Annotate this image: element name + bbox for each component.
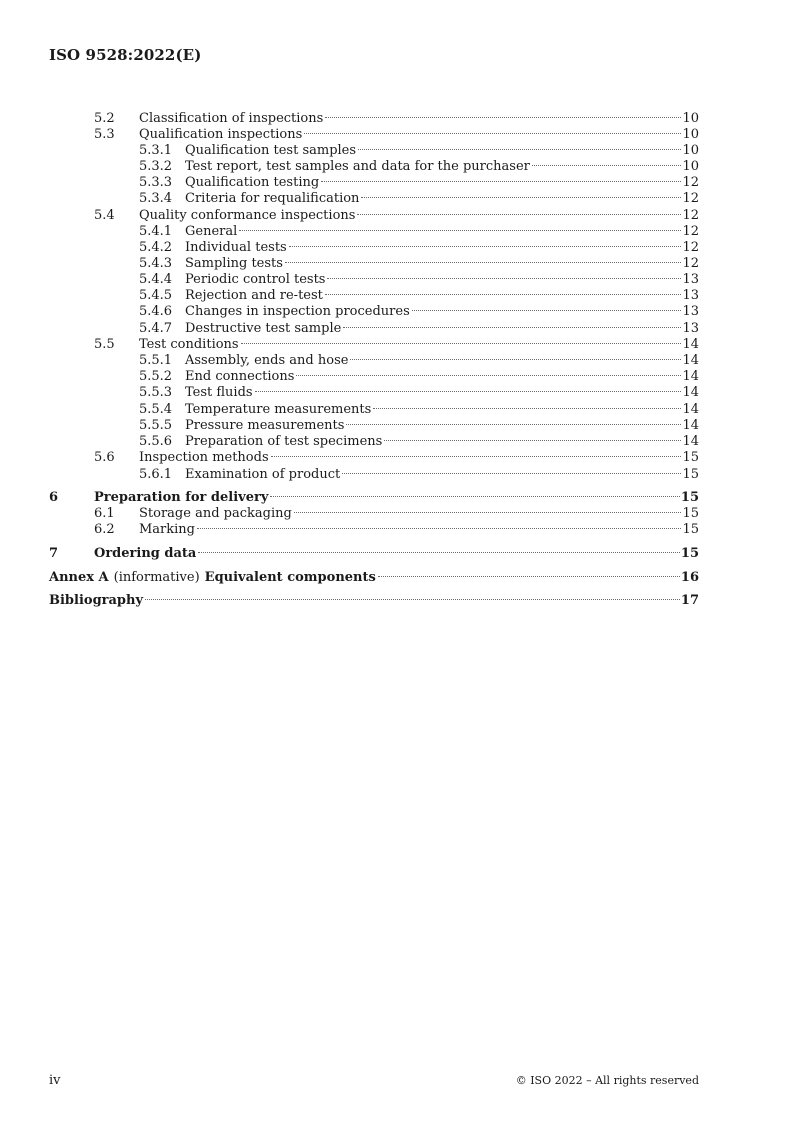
toc-leader-dots — [241, 343, 682, 344]
toc-entry-page: 10 — [682, 111, 699, 126]
toc-leader-dots — [343, 327, 681, 328]
toc-entry[interactable] — [49, 434, 699, 450]
toc-leader-dots — [289, 246, 682, 247]
toc-entry-title: End connections — [185, 369, 295, 384]
toc-leader-dots — [304, 133, 681, 134]
toc-leader-dots — [384, 440, 681, 441]
toc-entry-page: 10 — [682, 127, 699, 142]
toc-entry[interactable] — [49, 402, 699, 418]
toc-annex-label: Annex A — [49, 570, 109, 585]
toc-entry-page: 12 — [682, 175, 699, 190]
toc-entry[interactable] — [49, 321, 699, 337]
toc-entry-number: 5.5.2 — [139, 369, 173, 384]
toc-entry-title: Test conditions — [139, 337, 239, 352]
toc-entry[interactable] — [49, 337, 699, 353]
toc-entry-number: 5.4.2 — [139, 240, 173, 255]
toc-entry-title: Temperature measurements — [185, 402, 372, 417]
toc-entry[interactable] — [49, 450, 699, 466]
toc-entry-number: 5.5.1 — [139, 353, 173, 368]
toc-entry-page: 10 — [682, 159, 699, 174]
toc-entry-page: 14 — [682, 353, 699, 368]
toc-entry[interactable] — [49, 111, 699, 127]
toc-entry-title: Periodic control tests — [185, 272, 326, 287]
toc-leader-dots — [197, 528, 681, 529]
toc-entry-number: 5.5.6 — [139, 434, 173, 449]
toc-entry-number: 5.4.1 — [139, 224, 173, 239]
toc-entry-number: 5.5.5 — [139, 418, 173, 433]
toc-entry-title: Examination of product — [185, 467, 341, 482]
toc-entry-page: 15 — [682, 467, 699, 482]
toc-entry-title: Bibliography — [49, 593, 144, 608]
toc-entry-number: 5.6 — [94, 450, 115, 465]
toc-entry-page: 15 — [680, 490, 699, 505]
toc-entry-page: 15 — [682, 450, 699, 465]
toc-entry-number: 5.4.4 — [139, 272, 173, 287]
toc-entry-bibliography[interactable] — [49, 593, 699, 609]
toc-entry[interactable] — [49, 127, 699, 143]
toc-entry-title: Ordering data — [94, 546, 197, 561]
toc-entry-title: Inspection methods — [139, 450, 269, 465]
toc-entry[interactable] — [49, 506, 699, 522]
toc-leader-dots — [296, 375, 681, 376]
toc-entry-title: Qualification testing — [185, 175, 320, 190]
toc-entry-number: 5.3.1 — [139, 143, 173, 158]
toc-entry[interactable] — [49, 288, 699, 304]
toc-entry[interactable] — [49, 143, 699, 159]
toc-entry-title: Storage and packaging — [139, 506, 292, 521]
toc-entry-clause[interactable] — [49, 490, 699, 506]
toc-entry-number: 5.6.1 — [139, 467, 173, 482]
toc-entry[interactable] — [49, 191, 699, 207]
toc-entry-number: 5.3 — [94, 127, 115, 142]
toc-leader-dots — [325, 117, 681, 118]
toc-entry-title: Individual tests — [185, 240, 287, 255]
toc-entry-title: Quality conformance inspections — [139, 208, 356, 223]
toc-entry-page: 12 — [682, 256, 699, 271]
toc-entry-page: 15 — [680, 546, 699, 561]
toc-entry-page: 14 — [682, 434, 699, 449]
toc-leader-dots — [270, 496, 680, 497]
toc-entry[interactable] — [49, 240, 699, 256]
toc-entry-number: 6.2 — [94, 522, 115, 537]
toc-leader-dots — [327, 278, 681, 279]
toc-entry-title: Marking — [139, 522, 196, 537]
toc-leader-dots — [325, 294, 682, 295]
toc-leader-dots — [294, 512, 682, 513]
toc-leader-dots — [321, 181, 681, 182]
toc-entry[interactable] — [49, 385, 699, 401]
toc-leader-dots — [532, 165, 682, 166]
footer-page-number: iv — [49, 1073, 61, 1088]
toc-entry[interactable] — [49, 175, 699, 191]
toc-leader-dots — [412, 310, 682, 311]
toc-entry[interactable] — [49, 522, 699, 538]
toc-entry-number: 5.4.7 — [139, 321, 173, 336]
toc-entry-number: 6.1 — [94, 506, 115, 521]
toc-entry-number: 6 — [49, 490, 59, 505]
toc-entry-title: Sampling tests — [185, 256, 283, 271]
toc-leader-dots — [285, 262, 682, 263]
toc-entry-title: Assembly, ends and hose — [185, 353, 349, 368]
toc-entry-page: 14 — [682, 402, 699, 417]
toc-entry-number: 5.4.6 — [139, 304, 173, 319]
toc-entry-number: 5.4 — [94, 208, 115, 223]
toc-leader-dots — [373, 408, 681, 409]
toc-entry-page: 12 — [682, 240, 699, 255]
toc-entry[interactable] — [49, 256, 699, 272]
toc-entry-number: 5.5 — [94, 337, 115, 352]
toc-leader-dots — [198, 552, 680, 553]
toc-entry-number: 7 — [49, 546, 59, 561]
toc-leader-dots — [358, 149, 681, 150]
toc-leader-dots — [145, 599, 680, 600]
toc-entry-number: 5.5.3 — [139, 385, 173, 400]
toc-entry[interactable] — [49, 467, 699, 483]
toc-leader-dots — [378, 576, 680, 577]
toc-entry-title: General — [185, 224, 238, 239]
toc-leader-dots — [342, 473, 681, 474]
toc-entry-title: Changes in inspection procedures — [185, 304, 410, 319]
toc-entry[interactable] — [49, 224, 699, 240]
toc-leader-dots — [239, 230, 681, 231]
toc-entry-page: 10 — [682, 143, 699, 158]
toc-entry-page: 12 — [682, 208, 699, 223]
toc-entry-page: 14 — [682, 385, 699, 400]
toc-entry-number: 5.4.5 — [139, 288, 173, 303]
toc-leader-dots — [361, 197, 681, 198]
toc-annex-note: (informative) — [113, 570, 200, 585]
toc-entry-title: Classification of inspections — [139, 111, 324, 126]
toc-leader-dots — [346, 424, 681, 425]
toc-entry-title: Rejection and re-test — [185, 288, 323, 303]
toc-leader-dots — [271, 456, 682, 457]
toc-entry[interactable] — [49, 304, 699, 320]
toc-entry-title: Criteria for requalification — [185, 191, 360, 206]
toc-entry-number: 5.3.4 — [139, 191, 173, 206]
toc-entry-page: 12 — [682, 191, 699, 206]
toc-entry-number: 5.5.4 — [139, 402, 173, 417]
toc-entry-number: 5.2 — [94, 111, 115, 126]
toc-entry[interactable] — [49, 369, 699, 385]
toc-entry-title: Equivalent components — [204, 570, 376, 585]
toc-entry-number: 5.3.2 — [139, 159, 173, 174]
toc-entry-page: 13 — [682, 272, 699, 287]
toc-entry-page: 17 — [680, 593, 699, 608]
toc-entry[interactable] — [49, 418, 699, 434]
toc-entry-page: 13 — [682, 304, 699, 319]
toc-entry-title: Qualification inspections — [139, 127, 303, 142]
toc-entry-title: Test fluids — [185, 385, 253, 400]
toc-entry[interactable] — [49, 353, 699, 369]
toc-entry-page: 15 — [682, 506, 699, 521]
toc-entry-annex[interactable] — [49, 570, 699, 586]
toc-entry-page: 13 — [682, 288, 699, 303]
toc-entry-number: 5.4.3 — [139, 256, 173, 271]
toc-entry-title: Preparation of test specimens — [185, 434, 383, 449]
toc-entry-clause[interactable] — [49, 546, 699, 562]
toc-entry[interactable] — [49, 159, 699, 175]
toc-entry-title: Preparation for delivery — [94, 490, 269, 505]
toc-entry-number: 5.3.3 — [139, 175, 173, 190]
toc-leader-dots — [350, 359, 681, 360]
toc-entry-title: Pressure measurements — [185, 418, 345, 433]
document-id: ISO 9528:2022(E) — [49, 46, 202, 64]
toc-entry-page: 14 — [682, 337, 699, 352]
toc-entry[interactable] — [49, 208, 699, 224]
toc-leader-dots — [255, 391, 682, 392]
toc-entry-page: 14 — [682, 369, 699, 384]
toc-entry[interactable] — [49, 272, 699, 288]
toc-entry-page: 14 — [682, 418, 699, 433]
toc-leader-dots — [357, 214, 681, 215]
toc-entry-page: 12 — [682, 224, 699, 239]
toc-entry-title: Destructive test sample — [185, 321, 342, 336]
toc-entry-title: Qualification test samples — [185, 143, 357, 158]
toc-entry-page: 16 — [680, 570, 699, 585]
toc-entry-page: 13 — [682, 321, 699, 336]
footer-copyright: © ISO 2022 – All rights reserved — [515, 1074, 699, 1087]
toc-entry-page: 15 — [682, 522, 699, 537]
toc-entry-title: Test report, test samples and data for the purchaser — [185, 159, 530, 174]
